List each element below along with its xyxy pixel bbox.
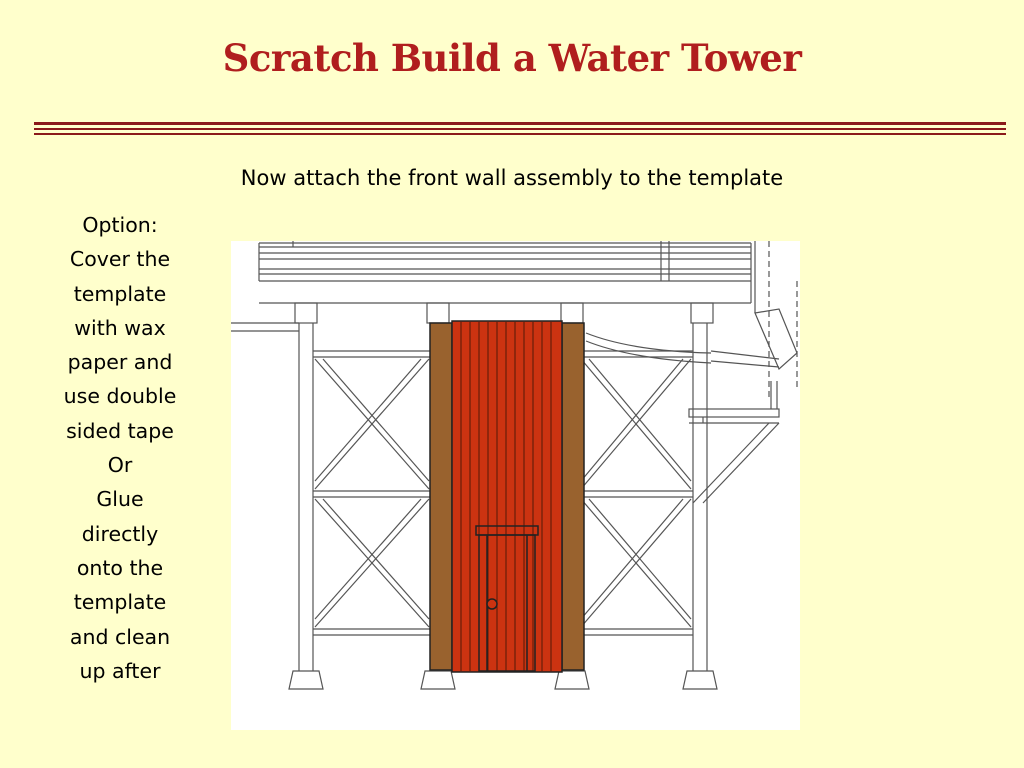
note-line: Option: [82, 213, 158, 237]
side-platform [689, 409, 779, 503]
water-tower-svg [231, 241, 800, 730]
front-wall-assembly [430, 321, 584, 672]
footings [289, 671, 717, 689]
option-note [42, 208, 198, 688]
title-rule-top [34, 122, 1006, 125]
wall-corner-post [430, 323, 452, 670]
note-line: directly [81, 521, 159, 546]
note-line: Or [107, 453, 133, 478]
note-line: Cover the [69, 247, 171, 272]
note-line: up after [79, 658, 161, 683]
water-tower-drawing [231, 241, 800, 730]
door-knob-icon [487, 599, 497, 609]
slide-title: Scratch Build a Water Tower [222, 36, 802, 80]
tank-deck [259, 241, 751, 303]
cap-block [295, 303, 317, 323]
cap-block [691, 303, 713, 323]
note-line: use double [63, 384, 177, 409]
wall-corner-post [562, 323, 584, 670]
note-line: template [73, 590, 167, 615]
title-rule-bottom [34, 133, 1006, 135]
spout-detail [586, 241, 797, 409]
note-line: template [73, 281, 167, 306]
note-line: with wax [74, 315, 166, 340]
note-line: and clean [69, 624, 171, 649]
title-rule-middle [34, 128, 1006, 130]
note-line: onto the [76, 555, 164, 580]
cap-block [561, 303, 583, 323]
slide-subtitle: Now attach the front wall assembly to the template [240, 166, 784, 190]
note-line: sided tape [66, 418, 174, 443]
cap-block [427, 303, 449, 323]
wall-boards [452, 321, 562, 672]
note-line: Glue [96, 487, 144, 512]
note-line: paper and [67, 350, 173, 375]
